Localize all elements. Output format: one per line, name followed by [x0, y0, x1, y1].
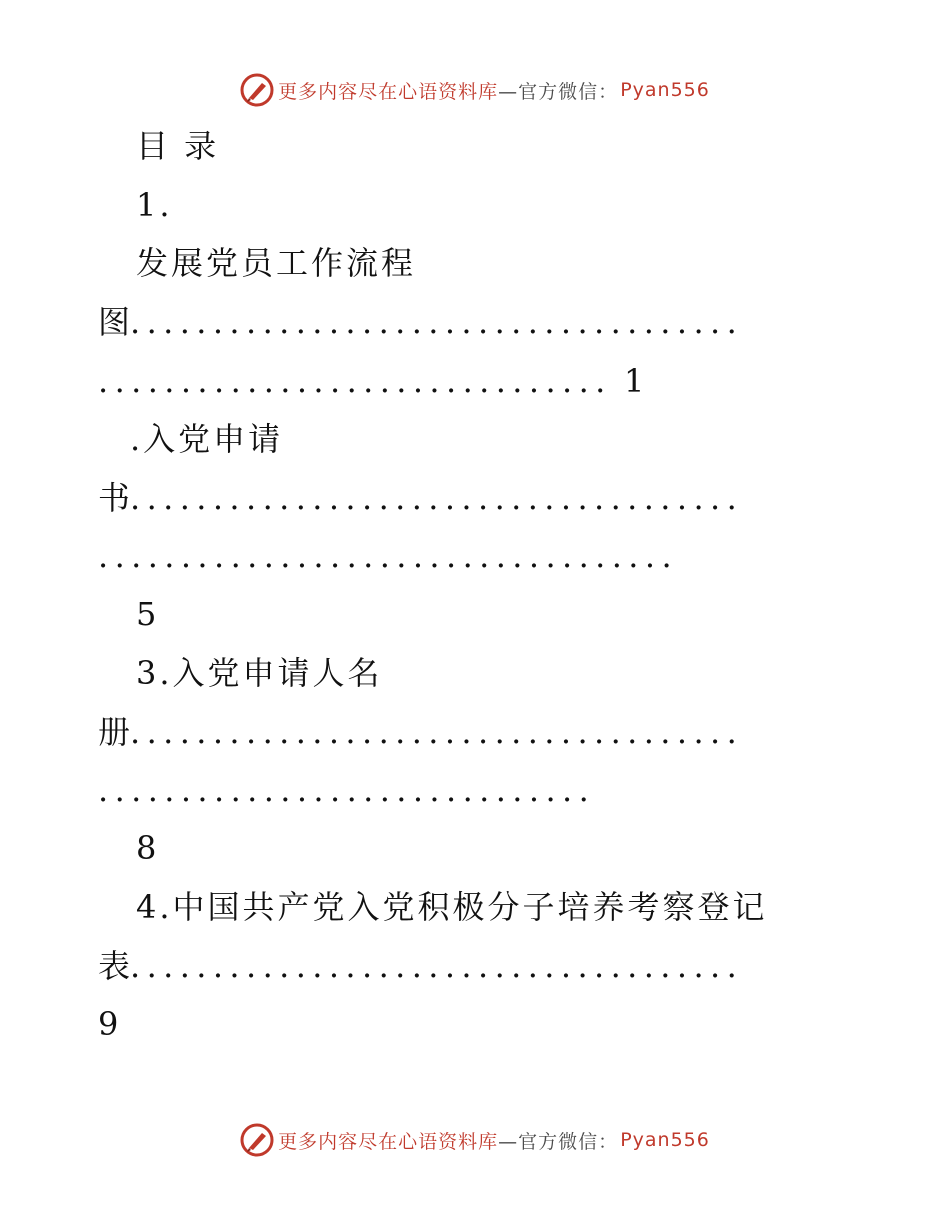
header-banner: [0, 70, 950, 110]
toc-entry-2-page: 5: [136, 595, 160, 633]
toc-entry-1-leader-b: ...............................: [98, 362, 612, 400]
toc-entry-4-page: 9: [98, 1005, 122, 1043]
toc-entry-1-page: 1: [624, 362, 648, 400]
toc-entry-2-title: .入党申请: [130, 420, 284, 458]
toc-entry-1-title: 发展党员工作流程: [136, 244, 417, 282]
pen-logo-icon: [240, 73, 274, 107]
footer-banner: [0, 1120, 950, 1160]
banner-main-text: 更多内容尽在心语资料库: [278, 80, 499, 103]
banner-separator-text: —官方微信：: [498, 80, 619, 103]
toc-entry-4-title: 4.中国共产党入党积极分子培养考察登记: [136, 888, 768, 926]
banner-separator-text: —官方微信：: [498, 1130, 619, 1153]
toc-title: 目 录: [136, 127, 220, 165]
toc-entry-1-leader-a: .....................................: [130, 303, 744, 341]
banner-account: Pyan556: [620, 1129, 710, 1151]
toc-entry-4-leader-a: .....................................: [130, 947, 744, 985]
toc-entry-3-page: 8: [136, 829, 160, 867]
toc-entry-1-number: 1.: [136, 186, 173, 224]
toc-entry-3-leader-a: .....................................: [130, 713, 744, 751]
toc-entry-3-tail: 册: [98, 713, 134, 751]
toc-entry-1-tail: 图: [98, 303, 134, 341]
toc-entry-2-leader-b: ...................................: [98, 537, 679, 575]
toc-entry-2-leader-a: .....................................: [130, 479, 744, 517]
toc-entry-2-tail: 书: [98, 479, 134, 517]
toc-entry-3-leader-b: ..............................: [98, 771, 596, 809]
pen-logo-icon: [240, 1123, 274, 1157]
banner-account: Pyan556: [620, 79, 710, 101]
toc-entry-3-title: 3.入党申请人名: [136, 654, 383, 692]
toc-entry-4-tail: 表: [98, 947, 134, 985]
banner-main-text: 更多内容尽在心语资料库: [278, 1130, 499, 1153]
